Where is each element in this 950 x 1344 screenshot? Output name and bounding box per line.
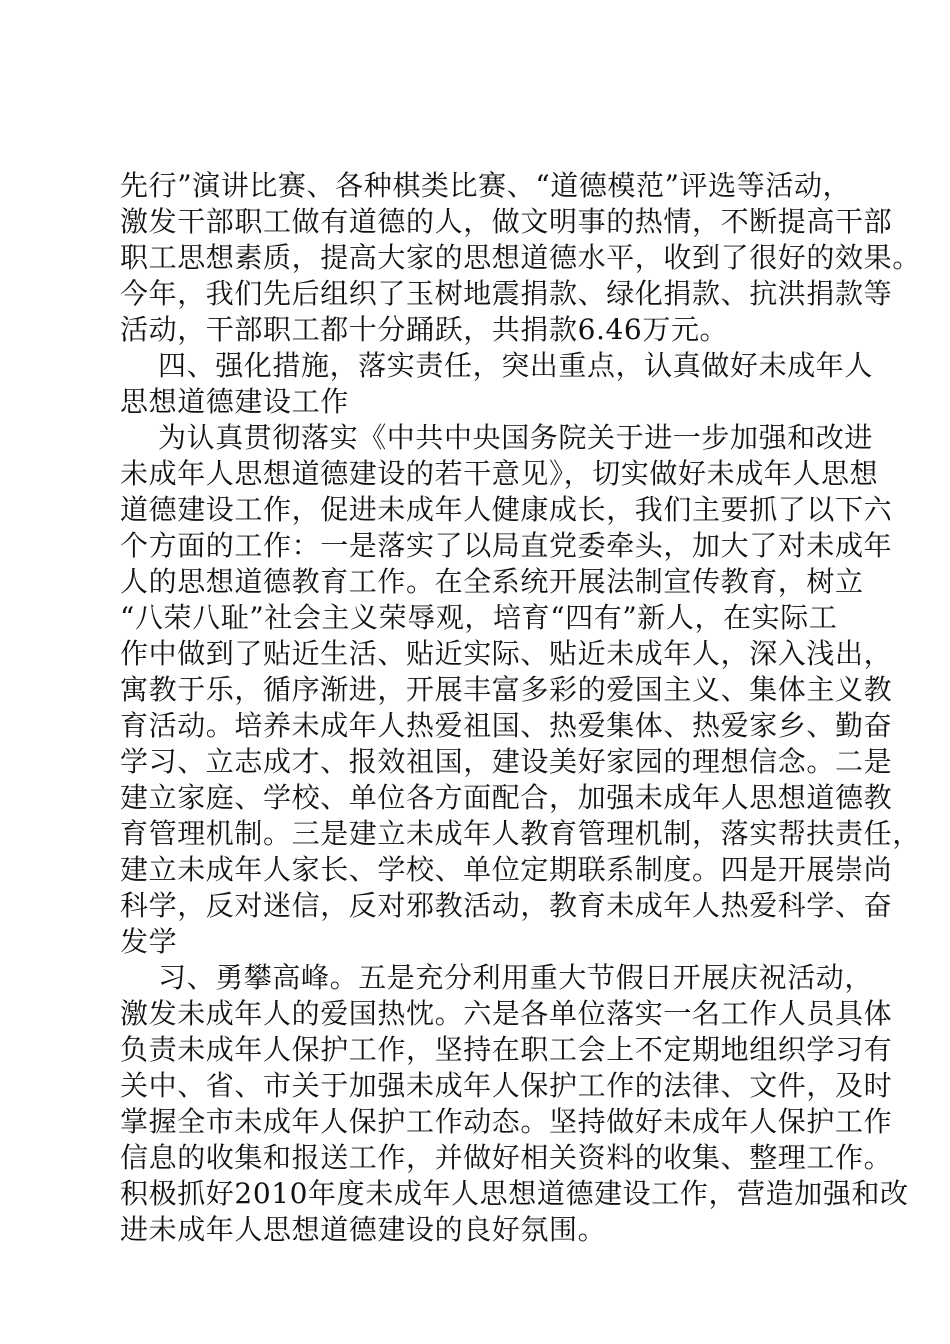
text-line: 道德建设工作，促进未成年人健康成长，我们主要抓了以下六 [120, 493, 893, 526]
section-heading: 四、强化措施，落实责任，突出重点，认真做好未成年人 [120, 349, 874, 382]
text-line: 掌握全市未成年人保护工作动态。坚持做好未成年人保护工作 [120, 1105, 893, 1138]
text-line: 积极抓好2010年度未成年人思想道德建设工作，营造加强和改 [120, 1177, 909, 1210]
text-line: 进未成年人思想道德建设的良好氛围。 [120, 1213, 607, 1246]
text-line: 关中、省、市关于加强未成年人保护工作的法律、文件，及时 [120, 1069, 893, 1102]
text-line: 激发干部职工做有道德的人，做文明事的热情，不断提高干部 [120, 205, 893, 238]
text-line: 人的思想道德教育工作。在全系统开展法制宣传教育，树立 [120, 565, 864, 598]
text-line: 活动，干部职工都十分踊跃，共捐款6.46万元。 [120, 313, 729, 346]
text-line: 未成年人思想道德建设的若干意见》，切实做好未成年人思想 [120, 457, 879, 490]
text-line: 今年，我们先后组织了玉树地震捐款、绿化捐款、抗洪捐款等 [120, 277, 893, 310]
text-line: 寓教于乐，循序渐进，开展丰富多彩的爱国主义、集体主义教 [120, 673, 893, 706]
text-line: 育管理机制。三是建立未成年人教育管理机制，落实帮扶责任， [120, 817, 921, 850]
text-line: 育活动。培养未成年人热爱祖国、热爱集体、热爱家乡、勤奋 [120, 709, 893, 742]
text-line: 学习、立志成才、报效祖国，建设美好家园的理想信念。二是 [120, 745, 893, 778]
text-line: 信息的收集和报送工作，并做好相关资料的收集、整理工作。 [120, 1141, 893, 1174]
text-line: 激发未成年人的爱国热忱。六是各单位落实一名工作人员具体 [120, 997, 893, 1030]
text-line: 建立未成年人家长、学校、单位定期联系制度。四是开展崇尚 [120, 853, 893, 886]
text-line: 习、勇攀高峰。五是充分利用重大节假日开展庆祝活动， [120, 961, 874, 994]
text-line: 先行”演讲比赛、各种棋类比赛、“道德模范”评选等活动， [120, 169, 852, 202]
text-line: 为认真贯彻落实《中共中央国务院关于进一步加强和改进 [120, 421, 874, 454]
text-line: 负责未成年人保护工作，坚持在职工会上不定期地组织学习有 [120, 1033, 893, 1066]
text-line: 作中做到了贴近生活、贴近实际、贴近未成年人，深入浅出， [120, 637, 893, 670]
text-line: 职工思想素质，提高大家的思想道德水平，收到了很好的效果。 [120, 241, 921, 274]
text-line: “八荣八耻”社会主义荣辱观，培育“四有”新人，在实际工 [120, 601, 838, 634]
text-line: 个方面的工作：一是落实了以局直党委牵头，加大了对未成年 [120, 529, 893, 562]
section-heading: 思想道德建设工作 [120, 385, 349, 418]
text-line: 发学 [120, 925, 178, 958]
text-line: 科学，反对迷信，反对邪教活动，教育未成年人热爱科学、奋 [120, 889, 893, 922]
text-line: 建立家庭、学校、单位各方面配合，加强未成年人思想道德教 [120, 781, 893, 814]
